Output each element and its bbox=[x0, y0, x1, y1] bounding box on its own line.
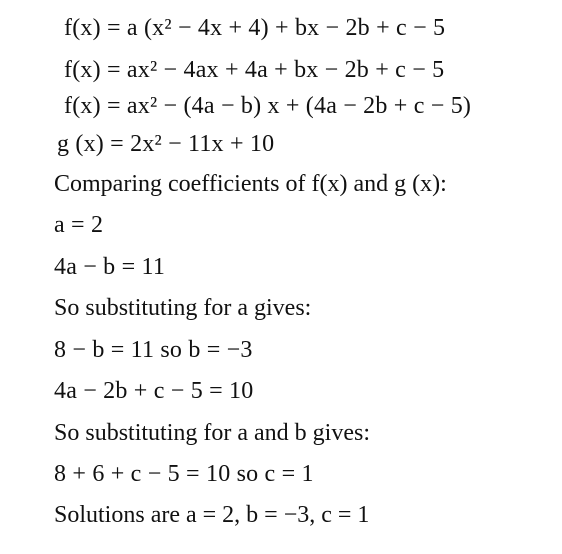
equation-line-3: f(x) = ax² − (4a − b) x + (4a − 2b + c − 5) bbox=[64, 93, 472, 119]
equation-line-4: g (x) = 2x² − 11x + 10 bbox=[57, 131, 275, 157]
substitute-a-text: So substituting for a gives: bbox=[54, 295, 312, 321]
substitute-a-b-text: So substituting for a and b gives: bbox=[54, 420, 370, 446]
final-solutions-line: Solutions are a = 2, b = −3, c = 1 bbox=[54, 502, 370, 528]
coefficient-equation-line: 4a − b = 11 bbox=[54, 254, 166, 280]
c-solution-line: 8 + 6 + c − 5 = 10 so c = 1 bbox=[54, 461, 314, 487]
equation-line-2: f(x) = ax² − 4ax + 4a + bx − 2b + c − 5 bbox=[64, 57, 445, 83]
b-solution-line: 8 − b = 11 so b = −3 bbox=[54, 337, 253, 363]
equation-line-1: f(x) = a (x² − 4x + 4) + bx − 2b + c − 5 bbox=[64, 15, 446, 41]
a-value-line: a = 2 bbox=[54, 212, 104, 238]
constant-equation-line: 4a − 2b + c − 5 = 10 bbox=[54, 378, 254, 404]
comparing-coefficients-text: Comparing coefficients of f(x) and g (x): bbox=[54, 171, 447, 197]
